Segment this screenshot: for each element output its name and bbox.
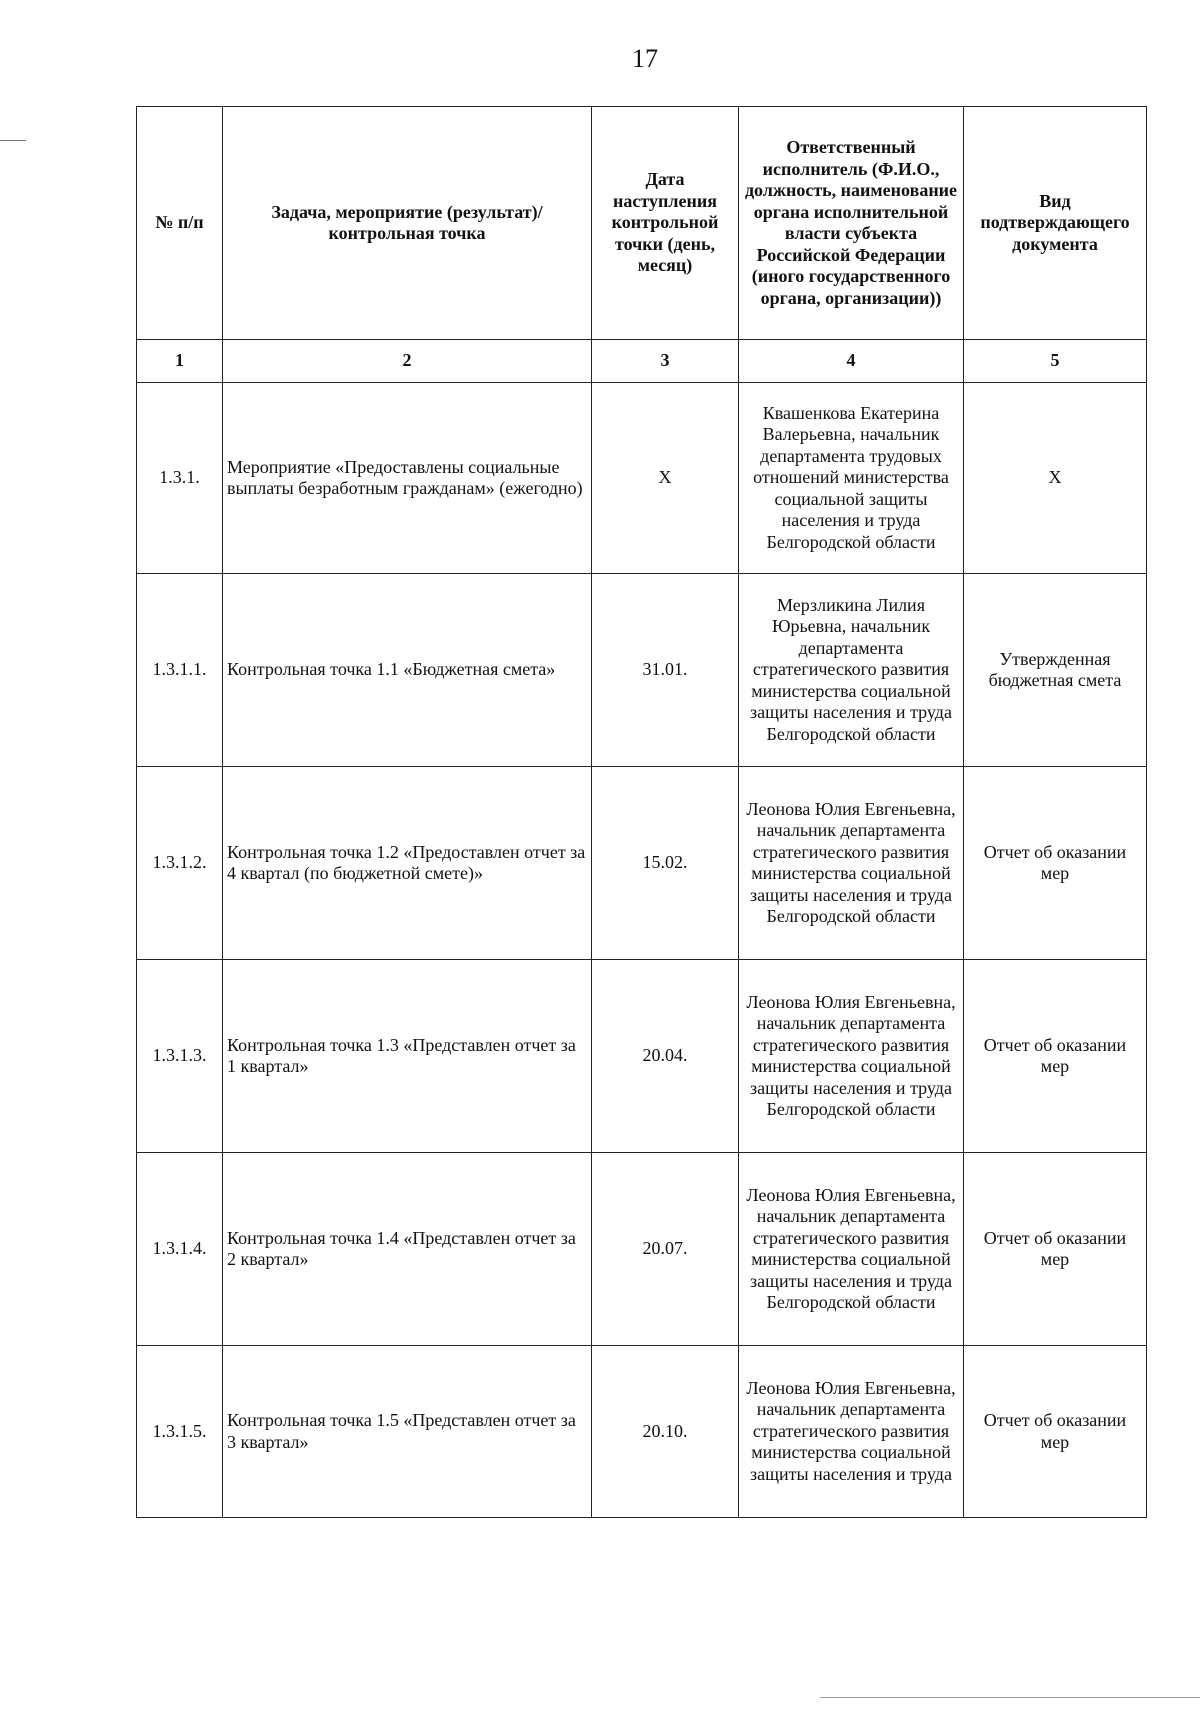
margin-tick — [0, 140, 26, 141]
row-date: 31.01. — [592, 574, 739, 767]
row-responsible: Мерзликина Лилия Юрьевна, начальник департамента стратегического развития министерства социальной защиты населения и труда Белгородской области — [739, 574, 964, 767]
row-responsible: Леонова Юлия Евгеньевна, начальник департамента стратегического развития министерства социальной защиты населения и труда Белгородской области — [739, 1153, 964, 1346]
table-row — [137, 574, 1147, 767]
row-responsible: Леонова Юлия Евгеньевна, начальник департамента стратегического развития министерства социальной защиты населения и труда Белгородской области — [739, 767, 964, 960]
row-date: 20.04. — [592, 960, 739, 1153]
row-number: 1.3.1.2. — [137, 767, 223, 960]
row-document: Отчет об оказании мер — [964, 960, 1147, 1153]
column-number: 5 — [964, 340, 1147, 383]
column-number: 4 — [739, 340, 964, 383]
row-document: Отчет об оказании мер — [964, 1346, 1147, 1518]
table-row — [137, 960, 1147, 1153]
table-row — [137, 383, 1147, 574]
table-row — [137, 1153, 1147, 1346]
row-document: Утвержденная бюджетная смета — [964, 574, 1147, 767]
row-task: Контрольная точка 1.4 «Представлен отчет за 2 квартал» — [223, 1153, 592, 1346]
column-number: 2 — [223, 340, 592, 383]
header-row — [137, 107, 1147, 340]
column-number: 3 — [592, 340, 739, 383]
header-task: Задача, мероприятие (результат)/контрольная точка — [223, 107, 592, 340]
row-document: Отчет об оказании мер — [964, 1153, 1147, 1346]
row-task: Контрольная точка 1.1 «Бюджетная смета» — [223, 574, 592, 767]
row-number: 1.3.1.1. — [137, 574, 223, 767]
row-responsible: Квашенкова Екатерина Валерьевна, начальник департамента трудовых отношений министерства социальной защиты населения и труда Белгородской области — [739, 383, 964, 574]
header-responsible: Ответственный исполнитель (Ф.И.О., должность, наименование органа исполнительной власти субъекта Российской Федерации (иного государственного органа, организации)) — [739, 107, 964, 340]
table-row — [137, 767, 1147, 960]
row-task: Мероприятие «Предоставлены социальные выплаты безработным гражданам» (ежегодно) — [223, 383, 592, 574]
column-number: 1 — [137, 340, 223, 383]
plan-table — [136, 106, 1147, 1518]
column-numbers-row — [137, 340, 1147, 383]
row-task: Контрольная точка 1.2 «Предоставлен отчет за 4 квартал (по бюджетной смете)» — [223, 767, 592, 960]
row-number: 1.3.1.5. — [137, 1346, 223, 1518]
row-number: 1.3.1.3. — [137, 960, 223, 1153]
header-num: № п/п — [137, 107, 223, 340]
row-date: 20.10. — [592, 1346, 739, 1518]
row-document: Х — [964, 383, 1147, 574]
table-row — [137, 1346, 1147, 1518]
footer-rule — [820, 1697, 1200, 1698]
row-task: Контрольная точка 1.3 «Представлен отчет за 1 квартал» — [223, 960, 592, 1153]
row-number: 1.3.1. — [137, 383, 223, 574]
page-number: 17 — [632, 44, 658, 73]
row-responsible: Леонова Юлия Евгеньевна, начальник департамента стратегического развития министерства социальной защиты населения и труда Белгородской области — [739, 960, 964, 1153]
header-document: Вид подтверждающего документа — [964, 107, 1147, 340]
row-responsible: Леонова Юлия Евгеньевна, начальник департамента стратегического развития министерства социальной защиты населения и труда — [739, 1346, 964, 1518]
header-date: Дата наступления контрольной точки (день, месяц) — [592, 107, 739, 340]
row-date: 20.07. — [592, 1153, 739, 1346]
row-document: Отчет об оказании мер — [964, 767, 1147, 960]
row-number: 1.3.1.4. — [137, 1153, 223, 1346]
row-task: Контрольная точка 1.5 «Представлен отчет за 3 квартал» — [223, 1346, 592, 1518]
row-date: 15.02. — [592, 767, 739, 960]
row-date: Х — [592, 383, 739, 574]
